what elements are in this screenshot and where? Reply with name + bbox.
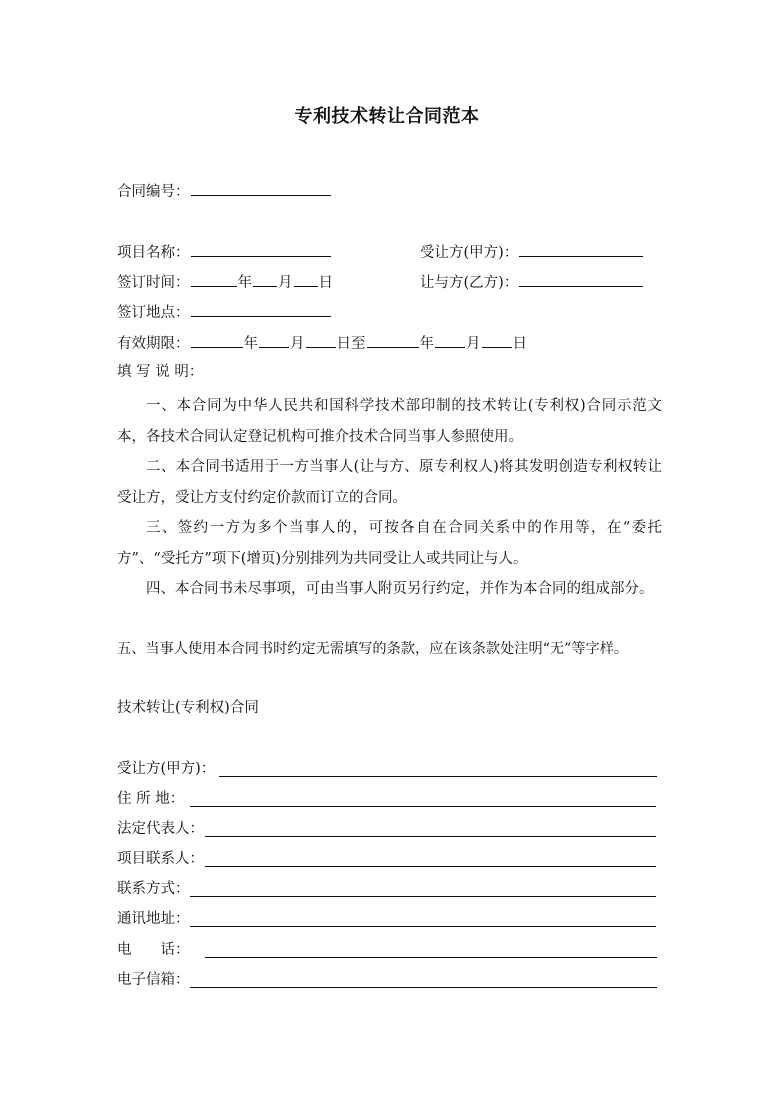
field-label: 法定代表人：: [117, 821, 204, 837]
instruction-paragraph: 三、签约一方为多个当事人的，可按各自在合同关系中的作用等，在“委托方”、“受托方”项下(增页)分别排列为共同受让人或共同让与人。: [117, 520, 662, 567]
sign-place-row: [117, 302, 332, 322]
instruction-paragraph: 五、当事人使用本合同书时约定无需填写的条款，应在该条款处注明“无”等字样。: [117, 641, 629, 657]
sign-month-blank[interactable]: [253, 272, 277, 287]
instruction-paragraph: 一、本合同为中华人民共和国科学技术部印制的技术转让(专利权)合同示范文本，各技术合同认定登记机构可推介技术合同当事人参照使用。: [117, 398, 662, 445]
party-field-phone-blank[interactable]: [205, 956, 657, 958]
party-field-legal-rep: [117, 820, 204, 838]
month-text: 月: [466, 336, 481, 352]
document-title: 专利技术转让合同范本: [294, 106, 480, 127]
sign-time-row: [117, 272, 333, 292]
section-title: 技术转让(专利权)合同: [117, 700, 259, 716]
validity-end-month-blank[interactable]: [435, 333, 465, 348]
year-text: 年: [243, 336, 258, 352]
year-text: 年: [419, 336, 434, 352]
party-field-contact-method-blank[interactable]: [190, 895, 656, 897]
validity-start-year-blank[interactable]: [191, 333, 243, 348]
transferee-label: 受让方(甲方)：: [420, 245, 519, 261]
validity-row: [117, 333, 527, 353]
month-text: 月: [290, 336, 305, 352]
day-text: 日: [318, 275, 333, 291]
sign-time-label: 签订时间：: [117, 275, 190, 291]
validity-start-day-blank[interactable]: [306, 333, 336, 348]
sign-year-blank[interactable]: [191, 272, 237, 287]
field-label: 受让方(甲方)：: [117, 761, 216, 777]
party-field-phone: [117, 941, 190, 959]
party-field-contact-person: [117, 850, 204, 868]
validity-label: 有效期限：: [117, 336, 190, 352]
party-field-contact-person-blank[interactable]: [205, 865, 656, 867]
contract-number-row: [117, 181, 332, 201]
party-field-legal-rep-blank[interactable]: [205, 835, 656, 837]
transferor-label: 让与方(乙方)：: [420, 275, 519, 291]
to-text: 日至: [336, 336, 366, 352]
contract-number-blank[interactable]: [191, 181, 331, 196]
year-text: 年: [237, 275, 252, 291]
field-label: 联系方式：: [117, 881, 190, 897]
contract-number-label: 合同编号：: [117, 184, 190, 200]
sign-place-blank[interactable]: [191, 302, 331, 317]
transferee-blank[interactable]: [519, 242, 643, 257]
transferee-row: [420, 242, 644, 262]
transferor-blank[interactable]: [519, 272, 643, 287]
validity-start-month-blank[interactable]: [259, 333, 289, 348]
instruction-paragraph: 二、本合同书适用于一方当事人(让与方、原专利权人)将其发明创造专利权转让受让方，受让方支付约定价款而订立的合同。: [117, 459, 662, 506]
party-field-email-blank[interactable]: [190, 986, 657, 988]
sign-day-blank[interactable]: [294, 272, 318, 287]
project-name-label: 项目名称：: [117, 245, 190, 261]
sign-place-label: 签订地点：: [117, 305, 190, 321]
instruction-paragraph: 四、本合同书未尽事项，可由当事人附页另行约定，并作为本合同的组成部分。: [146, 581, 654, 597]
field-label: 电子信箱：: [117, 972, 190, 988]
party-field-address: [117, 790, 184, 808]
party-field-mail-address-blank[interactable]: [190, 925, 656, 927]
project-name-row: [117, 242, 332, 262]
validity-end-year-blank[interactable]: [367, 333, 419, 348]
instructions-heading: 填 写 说 明：: [117, 364, 204, 380]
month-text: 月: [278, 275, 293, 291]
party-field-transferee: [117, 760, 215, 778]
party-field-address-blank[interactable]: [190, 805, 656, 807]
validity-end-day-blank[interactable]: [482, 333, 512, 348]
party-field-transferee-blank[interactable]: [219, 775, 657, 777]
party-field-mail-address: [117, 910, 190, 928]
field-label: 住 所 地：: [117, 791, 185, 807]
transferor-row: [420, 272, 644, 292]
day-text: 日: [512, 336, 527, 352]
project-name-blank[interactable]: [191, 242, 331, 257]
field-label: 项目联系人：: [117, 851, 204, 867]
field-label: 通讯地址：: [117, 911, 190, 927]
party-field-email: [117, 971, 190, 989]
field-label: 电 话：: [117, 942, 190, 958]
party-field-contact-method: [117, 880, 190, 898]
